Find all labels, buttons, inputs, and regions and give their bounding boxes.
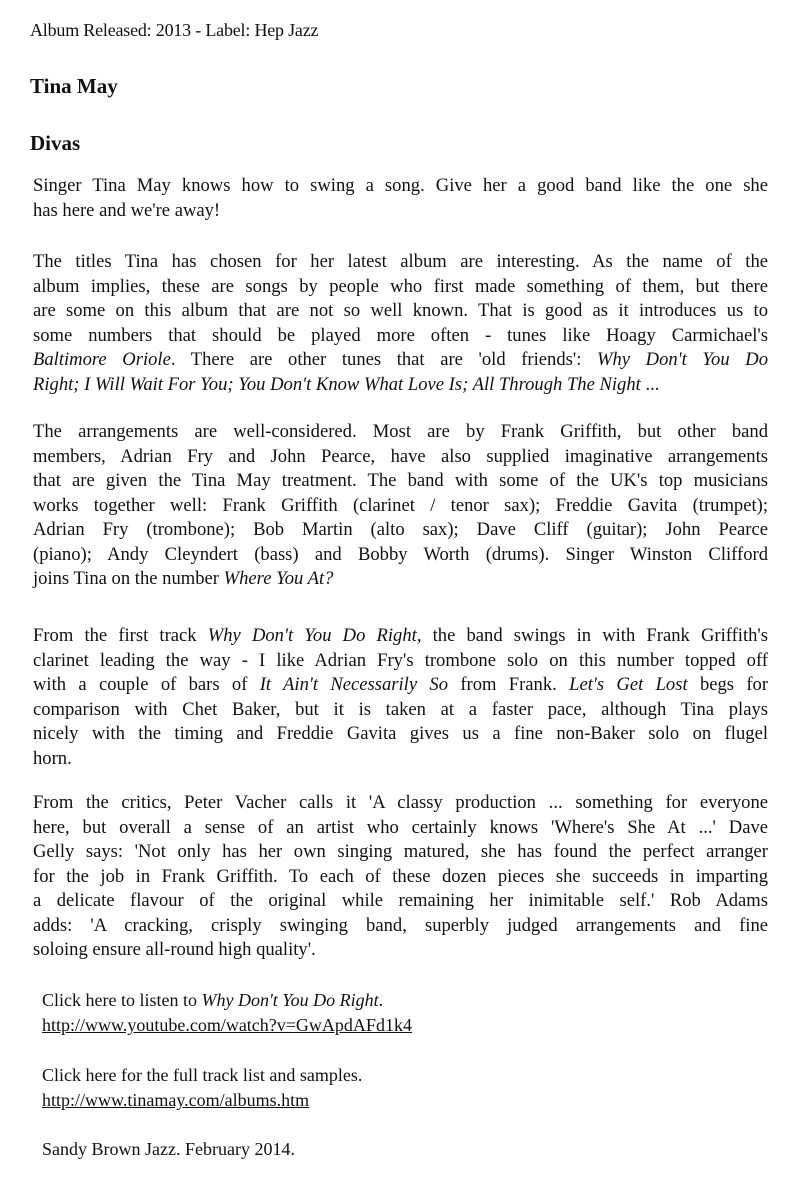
title-text: Why Don't You Do Right <box>207 625 417 646</box>
text-line <box>33 469 768 494</box>
text-line <box>33 865 768 890</box>
text-line <box>33 816 768 841</box>
text-line <box>33 624 768 649</box>
title-text: It Ain't Necessarily So <box>259 674 448 695</box>
listen-track-title: Why Don't You Do Right <box>201 990 379 1010</box>
text-line <box>33 673 768 698</box>
text-segment: The arrangements are well-considered. Most are by Frank Griffith, but other band <box>33 421 768 442</box>
paragraph-critics <box>33 791 768 963</box>
text-segment: has here and we're away! <box>33 199 221 221</box>
youtube-link[interactable]: http://www.youtube.com/watch?v=GwApdAFd1k4 <box>42 1015 412 1035</box>
signature: Sandy Brown Jazz. February 2014. <box>42 1139 295 1159</box>
text-segment: Singer Tina May knows how to swing a song. Give her a good band like the one she <box>33 175 768 196</box>
paragraph-intro <box>33 174 768 223</box>
text-segment: begs for <box>687 674 769 695</box>
paragraph-titles <box>33 250 768 397</box>
text-segment: The titles Tina has chosen for her latest album are interesting. As the name of the <box>33 251 768 272</box>
title-text: Let's Get Lost <box>569 674 688 695</box>
text-segment: clarinet leading the way - I like Adrian Fry's trombone solo on this number topped off <box>33 649 768 671</box>
text-segment: from Frank. <box>448 674 570 695</box>
listen-prefix: Click here to listen to <box>42 990 202 1010</box>
paragraph-first-track <box>33 624 768 771</box>
title-text: Right; I Will Wait For You; You Don't Know What Love Is; All Through The Night <box>33 373 641 395</box>
album-meta: Album Released: 2013 - Label: Hep Jazz <box>30 20 319 40</box>
text-segment: joins Tina on the number <box>33 568 224 589</box>
text-segment: comparison with Chet Baker, but it is taken at a faster pace, although Tina plays <box>33 698 768 720</box>
text-segment: that are given the Tina May treatment. The band with some of the UK's top musicians <box>33 470 768 491</box>
title-text: Baltimore Oriole <box>33 349 171 370</box>
text-segment: ... <box>640 373 660 395</box>
tracklist-link[interactable]: http://www.tinamay.com/albums.htm <box>42 1090 310 1110</box>
text-segment: From the first track <box>33 625 208 646</box>
text-line <box>33 698 768 723</box>
text-line <box>33 722 768 747</box>
text-segment: works together well: Frank Griffith (clarinet / tenor sax); Freddie Gavita (trumpet); <box>33 494 768 516</box>
title-text: Where You At? <box>223 568 334 589</box>
text-segment: some numbers that should be played more often - tunes like Hoagy Carmichael's <box>33 324 768 346</box>
text-segment: Adrian Fry (trombone); Bob Martin (alto sax); Dave Cliff (guitar); John Pearce <box>33 519 768 540</box>
text-line <box>33 348 768 373</box>
text-segment: album implies, these are songs by people who first made something of them, but there <box>33 275 768 297</box>
text-segment: here, but overall a sense of an artist who certainly knows 'Where's She At ...' Dave <box>33 816 768 838</box>
text-line <box>33 840 768 865</box>
text-segment: adds: 'A cracking, crisply swinging band, superbly judged arrangements and fine <box>33 914 768 936</box>
listen-text <box>42 988 412 1013</box>
album-title: Divas <box>30 131 81 155</box>
text-line <box>33 199 768 224</box>
text-segment: nicely with the timing and Freddie Gavita gives us a fine non-Baker solo on flugel <box>33 723 768 744</box>
tracklist-block <box>42 1063 362 1113</box>
text-line <box>33 445 768 470</box>
text-segment: are some on this album that are not so well known. That is good as it introduces us to <box>33 300 768 321</box>
text-segment: with a couple of bars of <box>33 674 260 695</box>
title-text: Why Don't You Do <box>597 349 768 370</box>
text-line <box>33 791 768 816</box>
artist-heading: Tina May <box>30 74 118 98</box>
text-segment: members, Adrian Fry and John Pearce, have also supplied imaginative arrangements <box>33 445 768 467</box>
text-segment: soloing ensure all-round high quality'. <box>33 939 316 960</box>
text-line <box>33 250 768 275</box>
text-segment: for the job in Frank Griffith. To each of these dozen pieces she succeeds in imparting <box>33 865 768 887</box>
text-segment: , the band swings in with Frank Griffith's <box>416 625 769 646</box>
listen-block <box>42 988 412 1038</box>
text-line <box>33 373 768 398</box>
text-line <box>33 174 768 199</box>
text-line <box>33 420 768 445</box>
listen-suffix: . <box>378 990 384 1010</box>
text-line <box>33 938 768 963</box>
text-line <box>33 889 768 914</box>
text-segment: (piano); Andy Cleyndert (bass) and Bobby Worth (drums). Singer Winston Clifford <box>33 543 768 565</box>
text-line <box>33 275 768 300</box>
text-line <box>33 324 768 349</box>
text-line <box>33 914 768 939</box>
text-line <box>33 567 768 592</box>
text-line <box>33 543 768 568</box>
text-segment: Gelly says: 'Not only has her own singing matured, she has found the perfect arranger <box>33 841 768 862</box>
text-segment: horn. <box>33 747 72 769</box>
text-line <box>33 747 768 772</box>
text-line <box>33 299 768 324</box>
tracklist-text: Click here for the full track list and samples. <box>42 1065 363 1085</box>
paragraph-arrangements <box>33 420 768 592</box>
text-segment: From the critics, Peter Vacher calls it 'A classy production ... something for everyone <box>33 792 768 813</box>
text-segment: . There are other tunes that are 'old friends': <box>170 349 597 370</box>
text-line <box>33 518 768 543</box>
text-segment: a delicate flavour of the original while remaining her inimitable self.' Rob Adams <box>33 890 768 911</box>
text-line <box>33 494 768 519</box>
text-line <box>33 649 768 674</box>
